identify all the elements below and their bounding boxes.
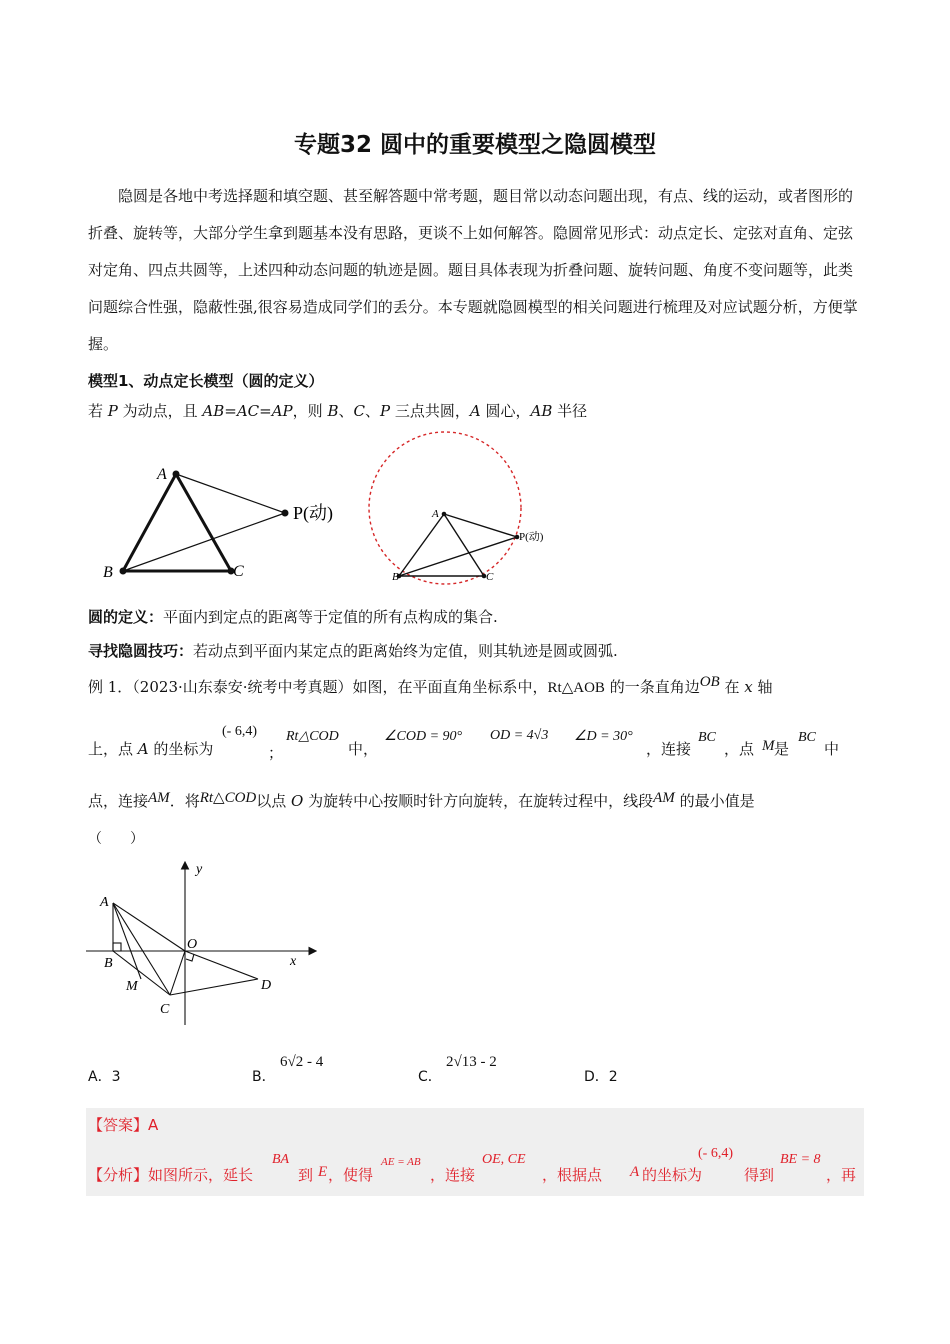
choice-d-value: 2 [608,1069,618,1085]
answer-line [88,1114,158,1135]
ex-angle-d: ∠D = 30° [574,729,633,744]
analysis-text: 到 [298,1166,314,1184]
answer-paren: （ ） [88,831,144,847]
ex-text: 上，点 [88,740,138,758]
ex-bc: BC [698,730,716,745]
circle-definition-text: 平面内到定点的距离等于定值的所有点构成的集合. [163,608,498,626]
ex-dian-m: ，点 [724,740,755,758]
page-title: 专题32 圆中的重要模型之隐圆模型 [293,132,656,158]
fig1-label-a: A [157,466,167,483]
ex-math: Rt△AOB [547,680,605,696]
ex-angle-cod: ∠COD = 90° [384,729,463,744]
ex-lianjie: ，连接 [646,740,692,758]
ex-fig-label-a: A [100,895,109,910]
ex-zhong: 中， [348,740,379,758]
stmt-part: 为动点，且 [117,402,203,420]
ex-text: 为旋转中心按顺时针方向旋转，在旋转过程中，线段 [303,792,654,810]
ex-m: M [762,738,775,754]
choice-b-value: 6√2 - 4 [280,1054,324,1070]
hidden-circle-tip [88,640,618,661]
analysis-text: 的坐标为 [642,1166,703,1184]
ex-math: A [137,740,149,758]
choice-b[interactable] [252,1066,276,1086]
fig2-label-c: C [486,571,494,583]
stmt-part: 三点共圆， [390,402,470,420]
choice-c-label: C． [418,1069,442,1085]
choice-c-value: 2√13 - 2 [446,1054,497,1070]
analysis-line-text [88,1164,253,1185]
fig2-label-a: A [432,508,439,520]
analysis-e: E [318,1164,328,1180]
fig2-label-p: P(动) [519,531,544,543]
tip-label: 寻找隐圆技巧： [88,642,194,660]
analysis-a: A [630,1164,640,1180]
analysis-text: ，使得 [328,1166,374,1184]
ex-text: 的坐标为 [148,740,214,758]
ex-semicolon: ； [268,746,284,762]
stmt-part: 、 [364,402,380,420]
stmt-part: B [327,402,339,420]
stmt-part: A [469,402,481,420]
stmt-part: 圆心， [480,402,531,420]
example1-figure [80,855,330,1030]
ex-math: AM [148,790,170,806]
ex-text: 点，连接 [88,792,149,810]
stmt-part: P [107,402,118,420]
ex-text: 以点 [256,792,292,810]
stmt-part: P [379,402,391,420]
ex-math: x [744,678,753,696]
ex-text: 在 [719,678,745,696]
ex-math: AM [653,790,675,806]
circle-definition [88,606,498,627]
model1-figure-circle [360,425,560,590]
fig1-label-b: B [103,564,113,581]
intro-paragraph: 隐圆是各地中考选择题和填空题、甚至解答题中常考题，题目常以动态问题出现，有点、线的运动，或者图形的折叠、旋转等，大部分学生拿到题基本没有思路，更谈不上如何解答。隐圆常见形式：动点定长、定弦对直角、定弦对定角、四点共圆等，上述四种动态问题的轨迹是圆。题目具体表现为折叠问题、旋转问题、角度不变问题等，此类问题综合性强，隐蔽性强,很容易造成同学们的丢分。本专题就隐圆模型的相关问题进行梳理及对应试题分析，方便掌握。 [88,187,858,353]
ex-fig-label-c: C [160,1002,170,1017]
ex-fig-label-o: O [187,937,198,952]
stmt-part: ，则 [292,402,328,420]
choice-a-label: A． [88,1069,112,1085]
ex-math: Rt△COD [199,790,257,806]
ex-coord: (- 6,4) [222,724,257,739]
stmt-part: AB [530,402,553,420]
ex-fig-label-y: y [196,862,203,877]
stmt-part: C [353,402,365,420]
circle-definition-label: 圆的定义： [88,608,164,626]
fig1-label-p: P(动) [293,503,333,523]
ex-math: OB [699,674,720,690]
analysis-coord: (- 6,4) [698,1146,733,1161]
choice-b-label: B． [252,1069,276,1085]
ex-text: 的一条直角边 [604,678,700,696]
choice-a-value: 3 [111,1069,121,1085]
ex-text: 例 1．（2023·山东泰安·统考中考真题）如图，在平面直角坐标系中， [88,678,548,696]
analysis-ba: BA [272,1152,290,1167]
ex-text: ．将 [169,792,200,810]
stmt-part: 半径 [552,402,588,420]
analysis-text: ，根据点 [542,1166,603,1184]
analysis-text: ，再 [826,1166,857,1184]
ex-shi: 是 [774,740,790,758]
model1-heading: 模型1、动点定长模型（圆的定义） [88,372,324,390]
example1-line1 [88,676,773,697]
answer-value: A [148,1116,159,1134]
choice-c[interactable] [418,1066,442,1086]
analysis-ae-ab: AE = AB [381,1156,421,1168]
analysis-text: 如图所示，延长 [148,1166,254,1184]
choice-d[interactable] [584,1066,618,1086]
stmt-part: 若 [88,402,108,420]
choice-a[interactable] [88,1066,121,1086]
fig1-label-c: C [233,563,244,580]
stmt-part: 、 [338,402,354,420]
answer-label: 【答案】 [88,1116,149,1134]
ex-fig-label-b: B [104,956,113,971]
ex-rt-cod: Rt△COD [286,729,339,744]
model1-statement [88,400,587,421]
ex-fig-label-m: M [126,979,138,994]
ex-text: 的最小值是 [674,792,755,810]
ex-bc2: BC [798,730,816,745]
analysis-be8: BE = 8 [780,1152,821,1167]
analysis-oe-ce: OE, CE [482,1152,526,1167]
ex-fig-label-d: D [261,978,272,993]
ex-fig-label-x: x [290,954,297,969]
ex-od: OD = 4√3 [490,728,549,743]
analysis-text: ，连接 [430,1166,476,1184]
ex-text: 轴 [752,678,773,696]
example1-line2-text [88,738,213,759]
fig2-label-b: B [392,571,399,583]
stmt-part: AB=AC=AP [202,402,293,420]
example1-line3 [88,790,755,811]
ex-zhong2: 中 [824,740,840,758]
analysis-text: 得到 [744,1166,775,1184]
tip-text: 若动点到平面内某定点的距离始终为定值，则其轨迹是圆或圆弧. [193,642,618,660]
ex-math: O [291,792,304,810]
model1-figure-triangle [95,455,355,585]
analysis-label: 【分析】 [88,1166,149,1184]
choice-d-label: D． [584,1069,609,1085]
